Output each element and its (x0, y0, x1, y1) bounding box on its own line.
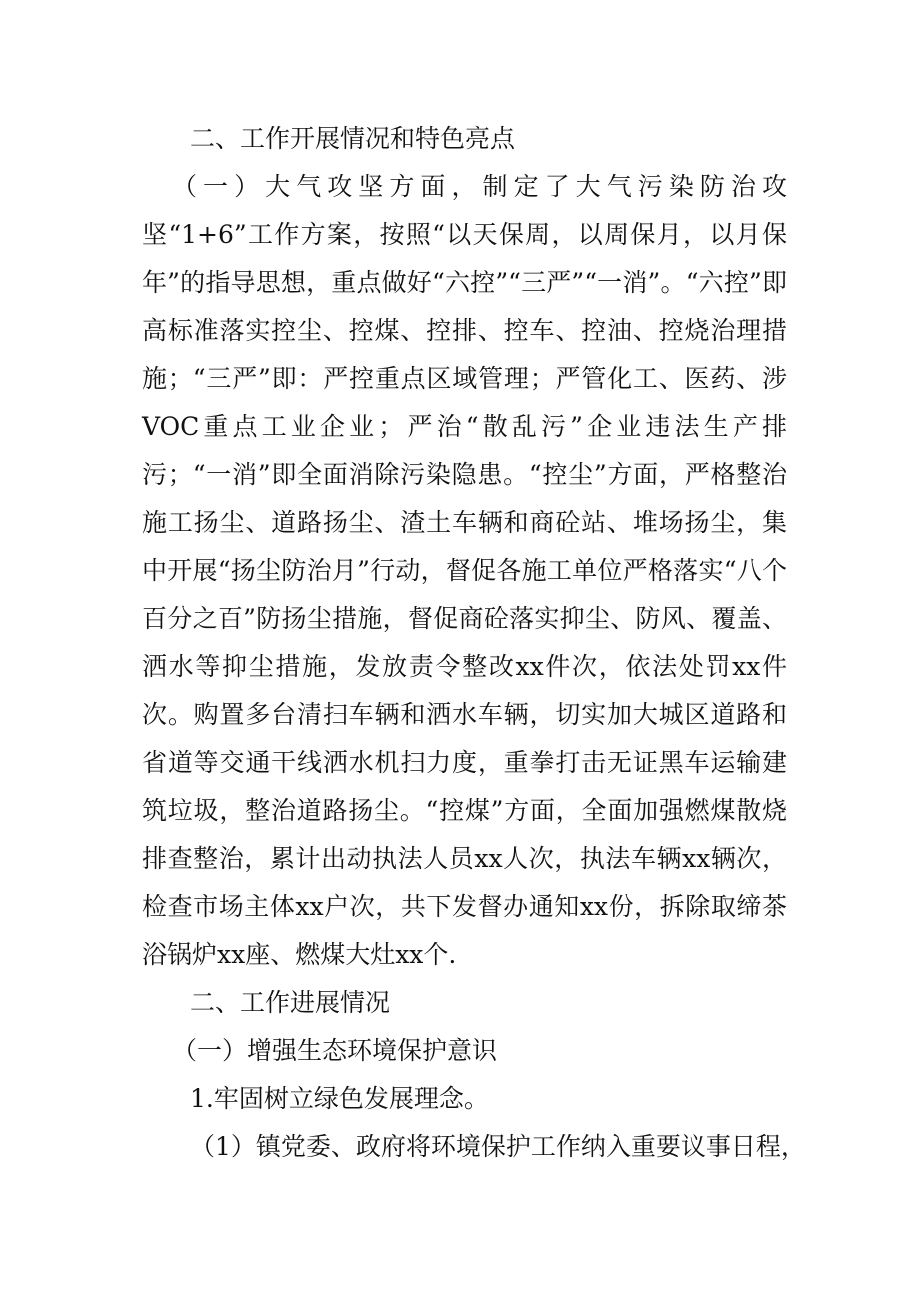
paragraph-party-committee: （1）镇党委、政府将环境保护工作纳入重要议事日程， (190, 1132, 806, 1161)
list-item-green-development: 1.牢固树立绿色发展理念。 (190, 1084, 489, 1113)
paragraph-air-pollution: （一）大气攻坚方面，制定了大气污染防治攻坚“1+6”工作方案，按照“以天保周，以周保月，以月保年”的指导思想，重点做好“六控”“三严”“一消”。“六控”即高标准落实控尘、控煤、控排、控车、控油、控烧治理措施；“三严”即：严控重点区域管理；严管化工、医药、涉VOC重点工业企业；严治“散乱污”企业违法生产排污；“一消”即全面消除污染隐患。“控尘”方面，严格整治施工扬尘、道路扬尘、渣土车辆和商砼站、堆场扬尘，集中开展“扬尘防治月”行动，督促各施工单位严格落实“八个百分之百”防扬尘措施，督促商砼落实抑尘、防风、覆盖、洒水等抑尘措施，发放责令整改xx件次，依法处罚xx件次。购置多台清扫车辆和洒水车辆，切实加大城区道路和省道等交通干线洒水机扫力度，重拳打击无证黑车运输建筑垃圾，整治道路扬尘。“控煤”方面，全面加强燃煤散烧排查整治，累计出动执法人员xx人次，执法车辆xx辆次，检查市场主体xx户次，共下发督办通知xx份，拆除取缔茶浴锅炉xx座、燃煤大灶xx个. (142, 172, 787, 969)
section-heading-highlights: 二、工作开展情况和特色亮点 (190, 124, 516, 153)
subsection-heading-awareness: （一）增强生态环境保护意识 (172, 1036, 498, 1065)
section-heading-progress: 二、工作进展情况 (190, 988, 391, 1017)
document-body (142, 115, 806, 1171)
